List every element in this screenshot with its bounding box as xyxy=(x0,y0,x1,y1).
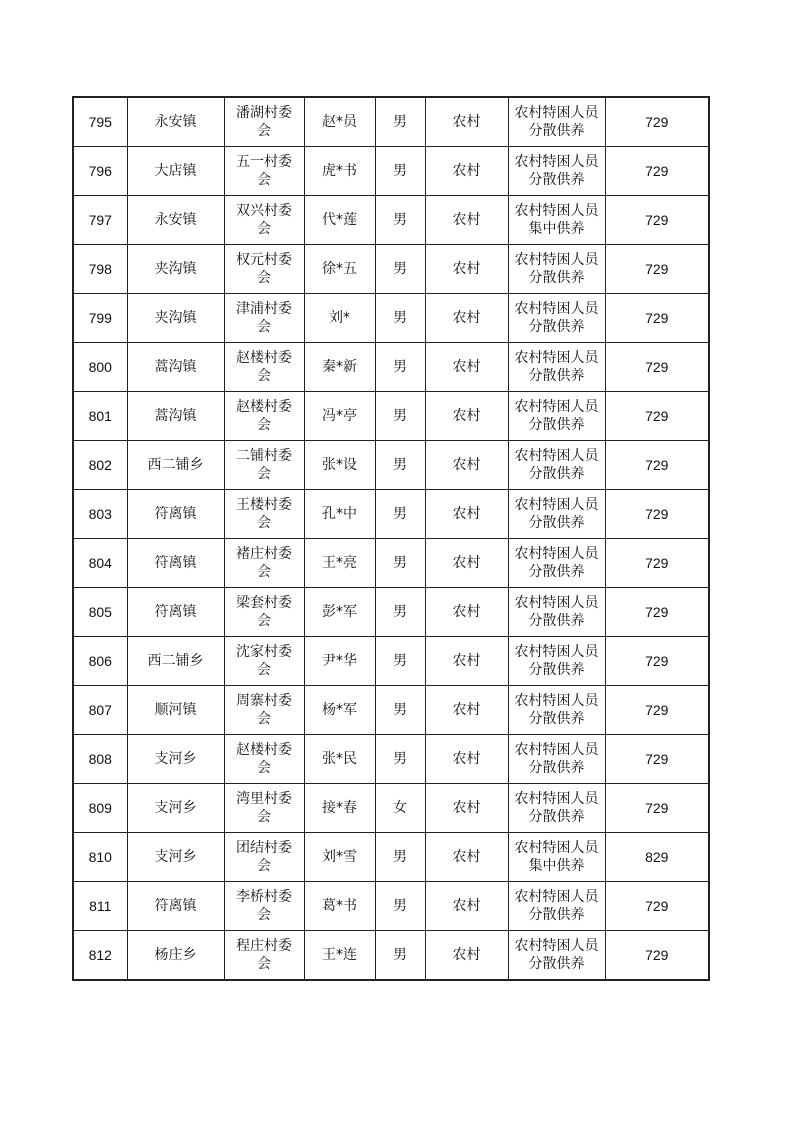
table-row xyxy=(73,392,709,441)
town-cell: 永安镇 xyxy=(127,196,224,245)
town-cell: 蒿沟镇 xyxy=(127,392,224,441)
person-name-cell: 接*春 xyxy=(304,784,375,833)
gender-cell: 男 xyxy=(375,637,425,686)
row-number-cell: 801 xyxy=(73,392,127,441)
person-name-cell: 彭*军 xyxy=(304,588,375,637)
amount-cell: 729 xyxy=(605,490,709,539)
area-cell: 农村 xyxy=(425,784,508,833)
town-cell: 符离镇 xyxy=(127,882,224,931)
person-name-cell: 王*亮 xyxy=(304,539,375,588)
support-type-cell-text: 农村特困人员分散供养 xyxy=(514,889,599,923)
row-number-cell: 804 xyxy=(73,539,127,588)
person-name-cell: 刘*雪 xyxy=(304,833,375,882)
village-cell-text: 潘湖村委会 xyxy=(236,105,292,139)
area-cell: 农村 xyxy=(425,588,508,637)
person-name-cell: 杨*军 xyxy=(304,686,375,735)
support-type-cell-text: 农村特困人员分散供养 xyxy=(514,742,599,776)
table-row xyxy=(73,539,709,588)
support-type-cell xyxy=(508,588,605,637)
row-number-cell: 798 xyxy=(73,245,127,294)
village-cell xyxy=(224,735,304,784)
area-cell: 农村 xyxy=(425,833,508,882)
row-number-cell: 811 xyxy=(73,882,127,931)
village-cell xyxy=(224,784,304,833)
support-type-cell-text: 农村特困人员集中供养 xyxy=(514,840,599,874)
village-cell xyxy=(224,686,304,735)
amount-cell: 729 xyxy=(605,882,709,931)
row-number-cell: 797 xyxy=(73,196,127,245)
support-type-cell xyxy=(508,686,605,735)
support-type-cell xyxy=(508,931,605,981)
support-type-cell-text: 农村特困人员分散供养 xyxy=(514,644,599,678)
gender-cell: 男 xyxy=(375,343,425,392)
gender-cell: 男 xyxy=(375,588,425,637)
area-cell: 农村 xyxy=(425,441,508,490)
support-type-cell xyxy=(508,343,605,392)
table-row xyxy=(73,784,709,833)
person-name-cell: 刘* xyxy=(304,294,375,343)
area-cell: 农村 xyxy=(425,686,508,735)
row-number-cell: 807 xyxy=(73,686,127,735)
row-number-cell: 806 xyxy=(73,637,127,686)
village-cell xyxy=(224,147,304,196)
town-cell: 支河乡 xyxy=(127,735,224,784)
table-body xyxy=(73,97,709,980)
roster-table xyxy=(72,96,710,981)
table-row xyxy=(73,588,709,637)
gender-cell: 男 xyxy=(375,686,425,735)
town-cell: 西二铺乡 xyxy=(127,441,224,490)
area-cell: 农村 xyxy=(425,931,508,981)
village-cell-text: 程庄村委会 xyxy=(236,938,292,972)
village-cell-text: 湾里村委会 xyxy=(236,791,292,825)
support-type-cell-text: 农村特困人员分散供养 xyxy=(514,301,599,335)
area-cell: 农村 xyxy=(425,97,508,147)
gender-cell: 男 xyxy=(375,882,425,931)
village-cell xyxy=(224,637,304,686)
row-number-cell: 802 xyxy=(73,441,127,490)
table-row xyxy=(73,931,709,981)
support-type-cell xyxy=(508,196,605,245)
support-type-cell xyxy=(508,97,605,147)
amount-cell: 729 xyxy=(605,97,709,147)
gender-cell: 男 xyxy=(375,490,425,539)
village-cell-text: 王楼村委会 xyxy=(236,497,292,531)
row-number-cell: 809 xyxy=(73,784,127,833)
amount-cell: 729 xyxy=(605,441,709,490)
support-type-cell-text: 农村特困人员分散供养 xyxy=(514,497,599,531)
person-name-cell: 代*莲 xyxy=(304,196,375,245)
town-cell: 永安镇 xyxy=(127,97,224,147)
village-cell xyxy=(224,833,304,882)
village-cell-text: 团结村委会 xyxy=(236,840,292,874)
area-cell: 农村 xyxy=(425,490,508,539)
village-cell-text: 赵楼村委会 xyxy=(236,399,292,433)
town-cell: 杨庄乡 xyxy=(127,931,224,981)
table-row xyxy=(73,490,709,539)
person-name-cell: 张*设 xyxy=(304,441,375,490)
support-type-cell-text: 农村特困人员分散供养 xyxy=(514,154,599,188)
village-cell-text: 双兴村委会 xyxy=(236,203,292,237)
gender-cell: 男 xyxy=(375,539,425,588)
support-type-cell xyxy=(508,441,605,490)
gender-cell: 男 xyxy=(375,441,425,490)
town-cell: 夹沟镇 xyxy=(127,294,224,343)
support-type-cell-text: 农村特困人员分散供养 xyxy=(514,105,599,139)
gender-cell: 女 xyxy=(375,784,425,833)
support-type-cell xyxy=(508,245,605,294)
table-row xyxy=(73,735,709,784)
support-type-cell-text: 农村特困人员集中供养 xyxy=(514,203,599,237)
town-cell: 符离镇 xyxy=(127,490,224,539)
gender-cell: 男 xyxy=(375,833,425,882)
village-cell-text: 权元村委会 xyxy=(236,252,292,286)
area-cell: 农村 xyxy=(425,245,508,294)
support-type-cell xyxy=(508,882,605,931)
table-row xyxy=(73,97,709,147)
village-cell xyxy=(224,441,304,490)
town-cell: 顺河镇 xyxy=(127,686,224,735)
support-type-cell-text: 农村特困人员分散供养 xyxy=(514,399,599,433)
area-cell: 农村 xyxy=(425,735,508,784)
village-cell xyxy=(224,294,304,343)
row-number-cell: 800 xyxy=(73,343,127,392)
table-row xyxy=(73,196,709,245)
village-cell-text: 周寨村委会 xyxy=(236,693,292,727)
table-row xyxy=(73,686,709,735)
support-type-cell-text: 农村特困人员分散供养 xyxy=(514,938,599,972)
village-cell-text: 赵楼村委会 xyxy=(236,742,292,776)
amount-cell: 729 xyxy=(605,196,709,245)
row-number-cell: 810 xyxy=(73,833,127,882)
support-type-cell xyxy=(508,147,605,196)
person-name-cell: 虎*书 xyxy=(304,147,375,196)
amount-cell: 729 xyxy=(605,147,709,196)
amount-cell: 829 xyxy=(605,833,709,882)
village-cell xyxy=(224,490,304,539)
person-name-cell: 张*民 xyxy=(304,735,375,784)
area-cell: 农村 xyxy=(425,882,508,931)
gender-cell: 男 xyxy=(375,735,425,784)
village-cell-text: 沈家村委会 xyxy=(236,644,292,678)
village-cell-text: 李桥村委会 xyxy=(236,889,292,923)
town-cell: 夹沟镇 xyxy=(127,245,224,294)
row-number-cell: 795 xyxy=(73,97,127,147)
support-type-cell-text: 农村特困人员分散供养 xyxy=(514,595,599,629)
area-cell: 农村 xyxy=(425,539,508,588)
village-cell-text: 津浦村委会 xyxy=(236,301,292,335)
village-cell xyxy=(224,245,304,294)
table-row xyxy=(73,882,709,931)
person-name-cell: 尹*华 xyxy=(304,637,375,686)
amount-cell: 729 xyxy=(605,686,709,735)
table-row xyxy=(73,245,709,294)
person-name-cell: 赵*员 xyxy=(304,97,375,147)
amount-cell: 729 xyxy=(605,294,709,343)
amount-cell: 729 xyxy=(605,784,709,833)
support-type-cell-text: 农村特困人员分散供养 xyxy=(514,693,599,727)
support-type-cell xyxy=(508,735,605,784)
amount-cell: 729 xyxy=(605,588,709,637)
village-cell xyxy=(224,343,304,392)
village-cell-text: 褚庄村委会 xyxy=(236,546,292,580)
town-cell: 大店镇 xyxy=(127,147,224,196)
row-number-cell: 799 xyxy=(73,294,127,343)
area-cell: 农村 xyxy=(425,343,508,392)
row-number-cell: 805 xyxy=(73,588,127,637)
village-cell xyxy=(224,882,304,931)
person-name-cell: 冯*亭 xyxy=(304,392,375,441)
gender-cell: 男 xyxy=(375,196,425,245)
amount-cell: 729 xyxy=(605,343,709,392)
village-cell xyxy=(224,196,304,245)
area-cell: 农村 xyxy=(425,294,508,343)
support-type-cell xyxy=(508,294,605,343)
amount-cell: 729 xyxy=(605,245,709,294)
amount-cell: 729 xyxy=(605,931,709,981)
support-type-cell xyxy=(508,784,605,833)
village-cell-text: 五一村委会 xyxy=(236,154,292,188)
town-cell: 符离镇 xyxy=(127,539,224,588)
support-type-cell xyxy=(508,637,605,686)
area-cell: 农村 xyxy=(425,196,508,245)
gender-cell: 男 xyxy=(375,147,425,196)
person-name-cell: 秦*新 xyxy=(304,343,375,392)
village-cell xyxy=(224,931,304,981)
support-type-cell-text: 农村特困人员分散供养 xyxy=(514,252,599,286)
person-name-cell: 孔*中 xyxy=(304,490,375,539)
village-cell xyxy=(224,539,304,588)
row-number-cell: 812 xyxy=(73,931,127,981)
support-type-cell xyxy=(508,539,605,588)
support-type-cell-text: 农村特困人员分散供养 xyxy=(514,448,599,482)
amount-cell: 729 xyxy=(605,637,709,686)
village-cell xyxy=(224,97,304,147)
person-name-cell: 徐*五 xyxy=(304,245,375,294)
gender-cell: 男 xyxy=(375,392,425,441)
support-type-cell xyxy=(508,392,605,441)
gender-cell: 男 xyxy=(375,931,425,981)
town-cell: 支河乡 xyxy=(127,784,224,833)
area-cell: 农村 xyxy=(425,147,508,196)
table-row xyxy=(73,637,709,686)
village-cell xyxy=(224,392,304,441)
person-name-cell: 葛*书 xyxy=(304,882,375,931)
village-cell-text: 赵楼村委会 xyxy=(236,350,292,384)
village-cell xyxy=(224,588,304,637)
town-cell: 蒿沟镇 xyxy=(127,343,224,392)
table-row xyxy=(73,441,709,490)
support-type-cell xyxy=(508,833,605,882)
gender-cell: 男 xyxy=(375,294,425,343)
gender-cell: 男 xyxy=(375,97,425,147)
town-cell: 支河乡 xyxy=(127,833,224,882)
person-name-cell: 王*连 xyxy=(304,931,375,981)
row-number-cell: 803 xyxy=(73,490,127,539)
area-cell: 农村 xyxy=(425,637,508,686)
village-cell-text: 梁套村委会 xyxy=(236,595,292,629)
support-type-cell-text: 农村特困人员分散供养 xyxy=(514,546,599,580)
village-cell-text: 二铺村委会 xyxy=(236,448,292,482)
town-cell: 西二铺乡 xyxy=(127,637,224,686)
support-type-cell xyxy=(508,490,605,539)
support-type-cell-text: 农村特困人员分散供养 xyxy=(514,791,599,825)
gender-cell: 男 xyxy=(375,245,425,294)
area-cell: 农村 xyxy=(425,392,508,441)
amount-cell: 729 xyxy=(605,392,709,441)
row-number-cell: 796 xyxy=(73,147,127,196)
table-row xyxy=(73,343,709,392)
amount-cell: 729 xyxy=(605,539,709,588)
support-type-cell-text: 农村特困人员分散供养 xyxy=(514,350,599,384)
table-row xyxy=(73,294,709,343)
table-row xyxy=(73,833,709,882)
town-cell: 符离镇 xyxy=(127,588,224,637)
row-number-cell: 808 xyxy=(73,735,127,784)
table-row xyxy=(73,147,709,196)
amount-cell: 729 xyxy=(605,735,709,784)
